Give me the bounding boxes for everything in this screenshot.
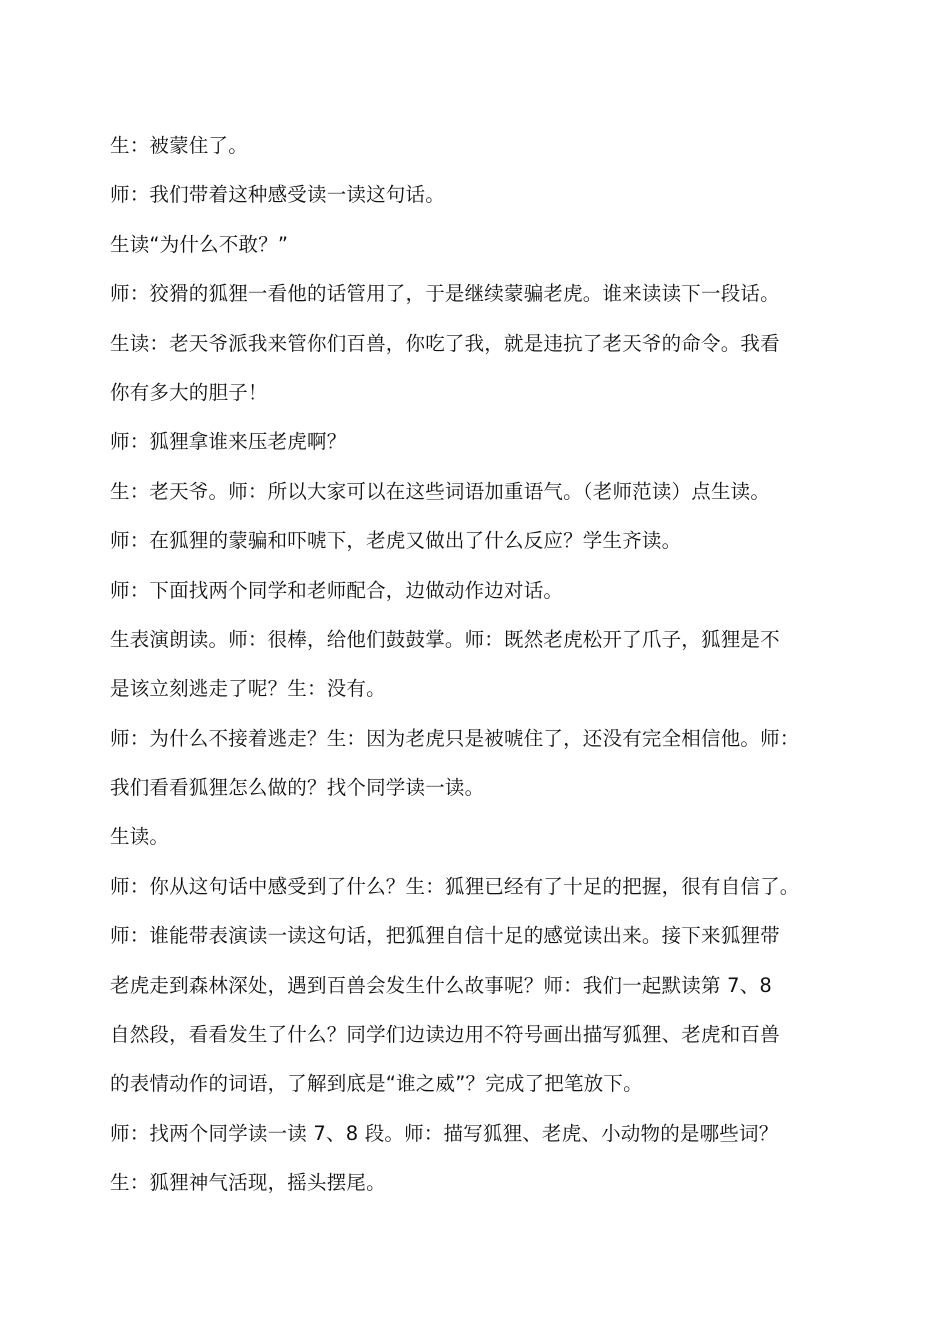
text-line: 师：找两个同学读一读 7、8 段。师：描写狐狸、老虎、小动物的是哪些词？ <box>110 1121 779 1145</box>
text-line: 生读。 <box>110 825 170 849</box>
text-line: 生：老天爷。师：所以大家可以在这些词语加重语气。（老师范读）点生读。 <box>110 479 771 503</box>
text-line: 生表演朗读。师：很棒，给他们鼓鼓掌。师：既然老虎松开了爪子，狐狸是不 <box>110 627 780 651</box>
transcript-text <box>110 121 890 1208</box>
text-line: 我们看看狐狸怎么做的？找个同学读一读。 <box>110 776 485 800</box>
text-line: 的表情动作的词语，了解到底是“谁之威”？完成了把笔放下。 <box>110 1072 643 1096</box>
text-line: 是该立刻逃走了呢？生：没有。 <box>110 677 386 701</box>
text-line: 师：我们带着这种感受读一读这句话。 <box>110 183 445 207</box>
text-line: 你有多大的胆子！ <box>110 380 268 404</box>
text-line: 生：被蒙住了。 <box>110 134 248 157</box>
text-line: 生读：老天爷派我来管你们百兽，你吃了我，就是违抗了老天爷的命令。我看 <box>110 331 780 355</box>
text-line: 师：狐狸拿谁来压老虎啊？ <box>110 430 347 454</box>
text-line: 师：你从这句话中感受到了什么？生：狐狸已经有了十足的把握，很有自信了。 <box>110 874 800 898</box>
text-line: 自然段，看看发生了什么？同学们边读边用不符号画出描写狐狸、老虎和百兽 <box>110 1023 780 1047</box>
text-line: 生：狐狸神气活现，摇头摆尾。 <box>110 1171 386 1195</box>
text-line: 师：狡猾的狐狸一看他的话管用了，于是继续蒙骗老虎。谁来读读下一段话。 <box>110 282 780 306</box>
text-line: 师：为什么不接着逃走？生：因为老虎只是被唬住了，还没有完全相信他。师： <box>110 726 800 750</box>
text-line: 老虎走到森林深处，遇到百兽会发生什么故事呢？师：我们一起默读第 7、8 <box>110 973 773 997</box>
text-line: 师：在狐狸的蒙骗和吓唬下，老虎又做出了什么反应？学生齐读。 <box>110 529 682 553</box>
text-line: 师：下面找两个同学和老师配合，边做动作边对话。 <box>110 578 564 602</box>
text-line: 生读“为什么不敢？” <box>110 232 289 256</box>
text-line: 师：谁能带表演读一读这句话，把狐狸自信十足的感觉读出来。接下来狐狸带 <box>110 924 780 948</box>
